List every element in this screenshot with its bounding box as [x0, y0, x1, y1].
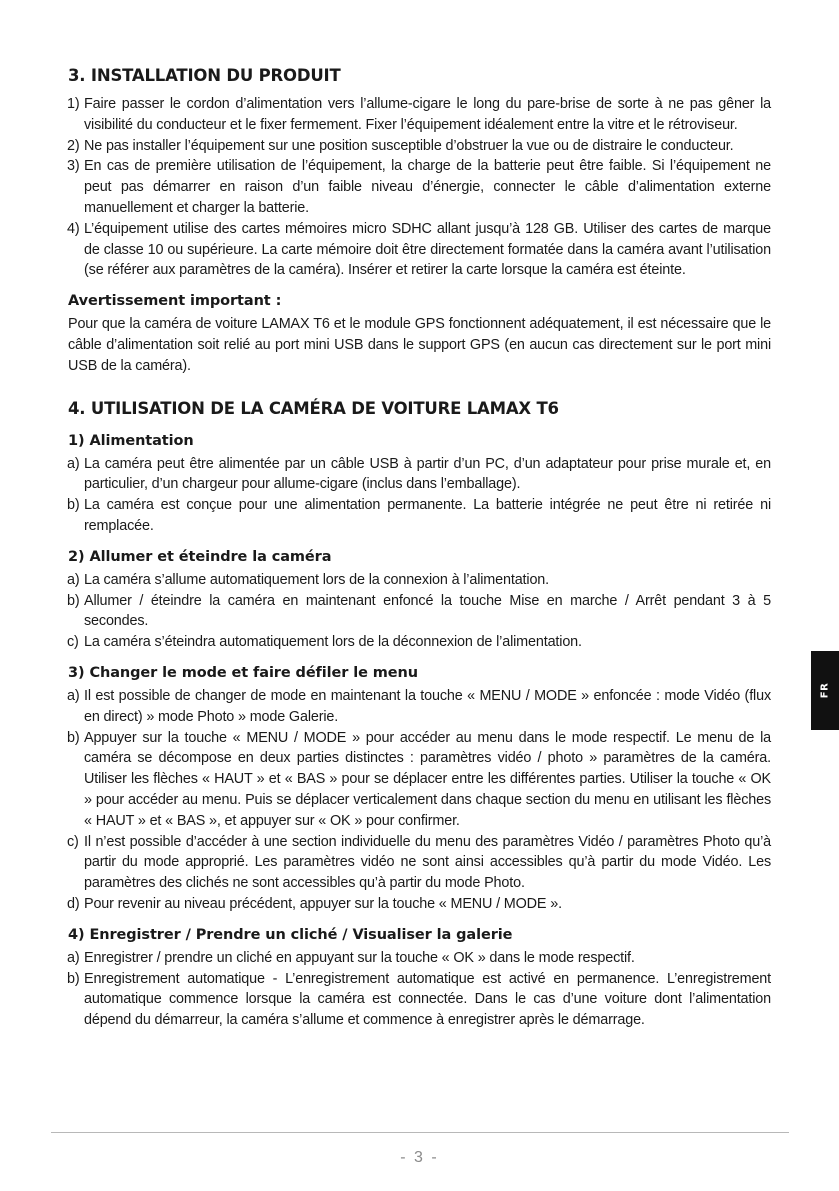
- subsection-title-alimentation: 1) Alimentation: [68, 432, 194, 449]
- section-title-utilisation: 4. UTILISATION DE LA CAMÉRA DE VOITURE LAMAX T6: [68, 398, 559, 418]
- item-marker: a): [67, 687, 80, 704]
- mode-menu-list: [68, 686, 771, 915]
- item-marker: a): [67, 571, 80, 588]
- installation-list: [68, 94, 771, 281]
- item-text: Il est possible de changer de mode en maintenant la touche « MENU / MODE » enfoncée : mode Vidéo (flux en direct) » mode Photo » mode Galerie.: [84, 687, 771, 725]
- item-text: La caméra s’allume automatiquement lors de la connexion à l’alimentation.: [84, 571, 550, 588]
- item-text: Enregistrement automatique - L’enregistrement automatique est activé en permanence. L’enregistrement automatique commence lorsque la caméra est connectée. Dans le cas d’une voiture dont l’alimentation dépend du démarreur, la caméra s’allume et commence à enregistrer après le démarrage.: [84, 970, 771, 1029]
- item-text: Enregistrer / prendre un cliché en appuyant sur la touche « OK » dans le mode respectif.: [84, 949, 635, 966]
- enregistrer-list: [68, 948, 771, 1031]
- list-item: [68, 219, 771, 281]
- item-text: Il n’est possible d’accéder à une section individuelle du menu des paramètres Vidéo / paramètres Photo qu’à partir du mode approprié. Les paramètres vidéo ne sont ainsi accessibles qu’à partir du mode Vidéo. Les paramètres des clichés ne sont accessibles qu’à partir du mode Photo.: [84, 833, 771, 892]
- list-item: [68, 832, 771, 894]
- item-marker: b): [67, 970, 80, 987]
- item-marker: b): [67, 729, 80, 746]
- list-item: [68, 948, 771, 969]
- list-item: [68, 570, 771, 591]
- item-text: Pour revenir au niveau précédent, appuyer sur la touche « MENU / MODE ».: [84, 895, 562, 912]
- warning-title: Avertissement important :: [68, 293, 282, 310]
- list-item: [68, 94, 771, 136]
- item-marker: c): [67, 833, 79, 850]
- subsection-title-allumer: 2) Allumer et éteindre la caméra: [68, 548, 332, 565]
- item-marker: b): [67, 497, 80, 514]
- item-marker: 1): [67, 96, 80, 112]
- item-text: Appuyer sur la touche « MENU / MODE » pour accéder au menu dans le mode respectif. Le menu de la caméra se décompose en deux parties distinctes : paramètres vidéo / photo » paramètres de la caméra. Utiliser les flèches « HAUT » et « BAS » pour se déplacer entre les différentes parties. Utiliser la touche « OK » pour accéder au menu. Puis se déplacer verticalement dans chaque section du menu en utilisant les flèches « HAUT » et « BAS », et appuyer sur « OK » pour confirmer.: [84, 729, 771, 829]
- item-marker: a): [67, 455, 80, 472]
- item-text: La caméra est conçue pour une alimentation permanente. La batterie intégrée ne peut être ni retirée ni remplacée.: [84, 497, 771, 534]
- item-marker: c): [67, 634, 79, 651]
- allumer-list: [68, 570, 771, 653]
- list-item: [68, 156, 771, 218]
- item-marker: d): [67, 895, 80, 912]
- language-tab: [811, 651, 839, 730]
- list-item: [68, 136, 771, 157]
- item-marker: b): [67, 592, 80, 609]
- item-text: Ne pas installer l’équipement sur une position susceptible d’obstruer la vue ou de distraire le conducteur.: [84, 137, 734, 154]
- list-item: [68, 591, 771, 633]
- item-text: En cas de première utilisation de l’équipement, la charge de la batterie peut être faible. Si l’équipement ne peut pas démarrer en raison d’un faible niveau d’énergie, connecter le câble d’alimentation externe manuellement et charger la batterie.: [84, 158, 771, 216]
- list-item: [68, 728, 771, 832]
- list-item: [68, 969, 771, 1031]
- list-item: [68, 894, 771, 915]
- subsection-title-mode-menu: 3) Changer le mode et faire défiler le menu: [68, 664, 418, 681]
- item-marker: 2): [67, 137, 80, 154]
- list-item: [68, 495, 771, 537]
- item-text: Faire passer le cordon d’alimentation vers l’allume-cigare le long du pare-brise de sorte à ne pas gêner la visibilité du conducteur et le fixer fermement. Fixer l’équipement idéalement entre la vitre et le rétroviseur.: [84, 96, 771, 133]
- item-marker: a): [67, 949, 80, 966]
- item-text: La caméra s’éteindra automatiquement lors de la déconnexion de l’alimentation.: [84, 634, 582, 651]
- page-number: - 3 -: [400, 1149, 439, 1166]
- section-title-installation: 3. INSTALLATION DU PRODUIT: [68, 66, 341, 85]
- item-text: Allumer / éteindre la caméra en maintenant enfoncé la touche Mise en marche / Arrêt pendant 3 à 5 secondes.: [84, 592, 771, 630]
- item-marker: 3): [67, 158, 80, 175]
- subsection-title-enregistrer: 4) Enregistrer / Prendre un cliché / Visualiser la galerie: [68, 926, 513, 943]
- item-marker: 4): [67, 220, 80, 237]
- list-item: [68, 632, 771, 653]
- page-content: [68, 64, 771, 1031]
- list-item: [68, 454, 771, 496]
- item-text: La caméra peut être alimentée par un câble USB à partir d’un PC, d’un adaptateur pour prise murale et, en particulier, d’un chargeur pour allume-cigare (inclus dans l’emballage).: [84, 455, 771, 493]
- list-item: [68, 686, 771, 728]
- footer-divider: [51, 1132, 789, 1133]
- alimentation-list: [68, 454, 771, 537]
- warning-text: Pour que la caméra de voiture LAMAX T6 et le module GPS fonctionnent adéquatement, il est nécessaire que le câble d’alimentation soit relié au port mini USB dans le support GPS (en aucun cas directement sur le port mini USB de la caméra).: [68, 316, 771, 374]
- item-text: L’équipement utilise des cartes mémoires micro SDHC allant jusqu’à 128 GB. Utiliser des cartes de marque de classe 10 ou supérieure. La carte mémoire doit être directement formatée dans la caméra avant l’utilisation (se référer aux paramètres de la caméra). Insérer et retirer la carte lorsque la caméra est éteinte.: [84, 220, 771, 279]
- language-tab-label: FR: [819, 682, 831, 699]
